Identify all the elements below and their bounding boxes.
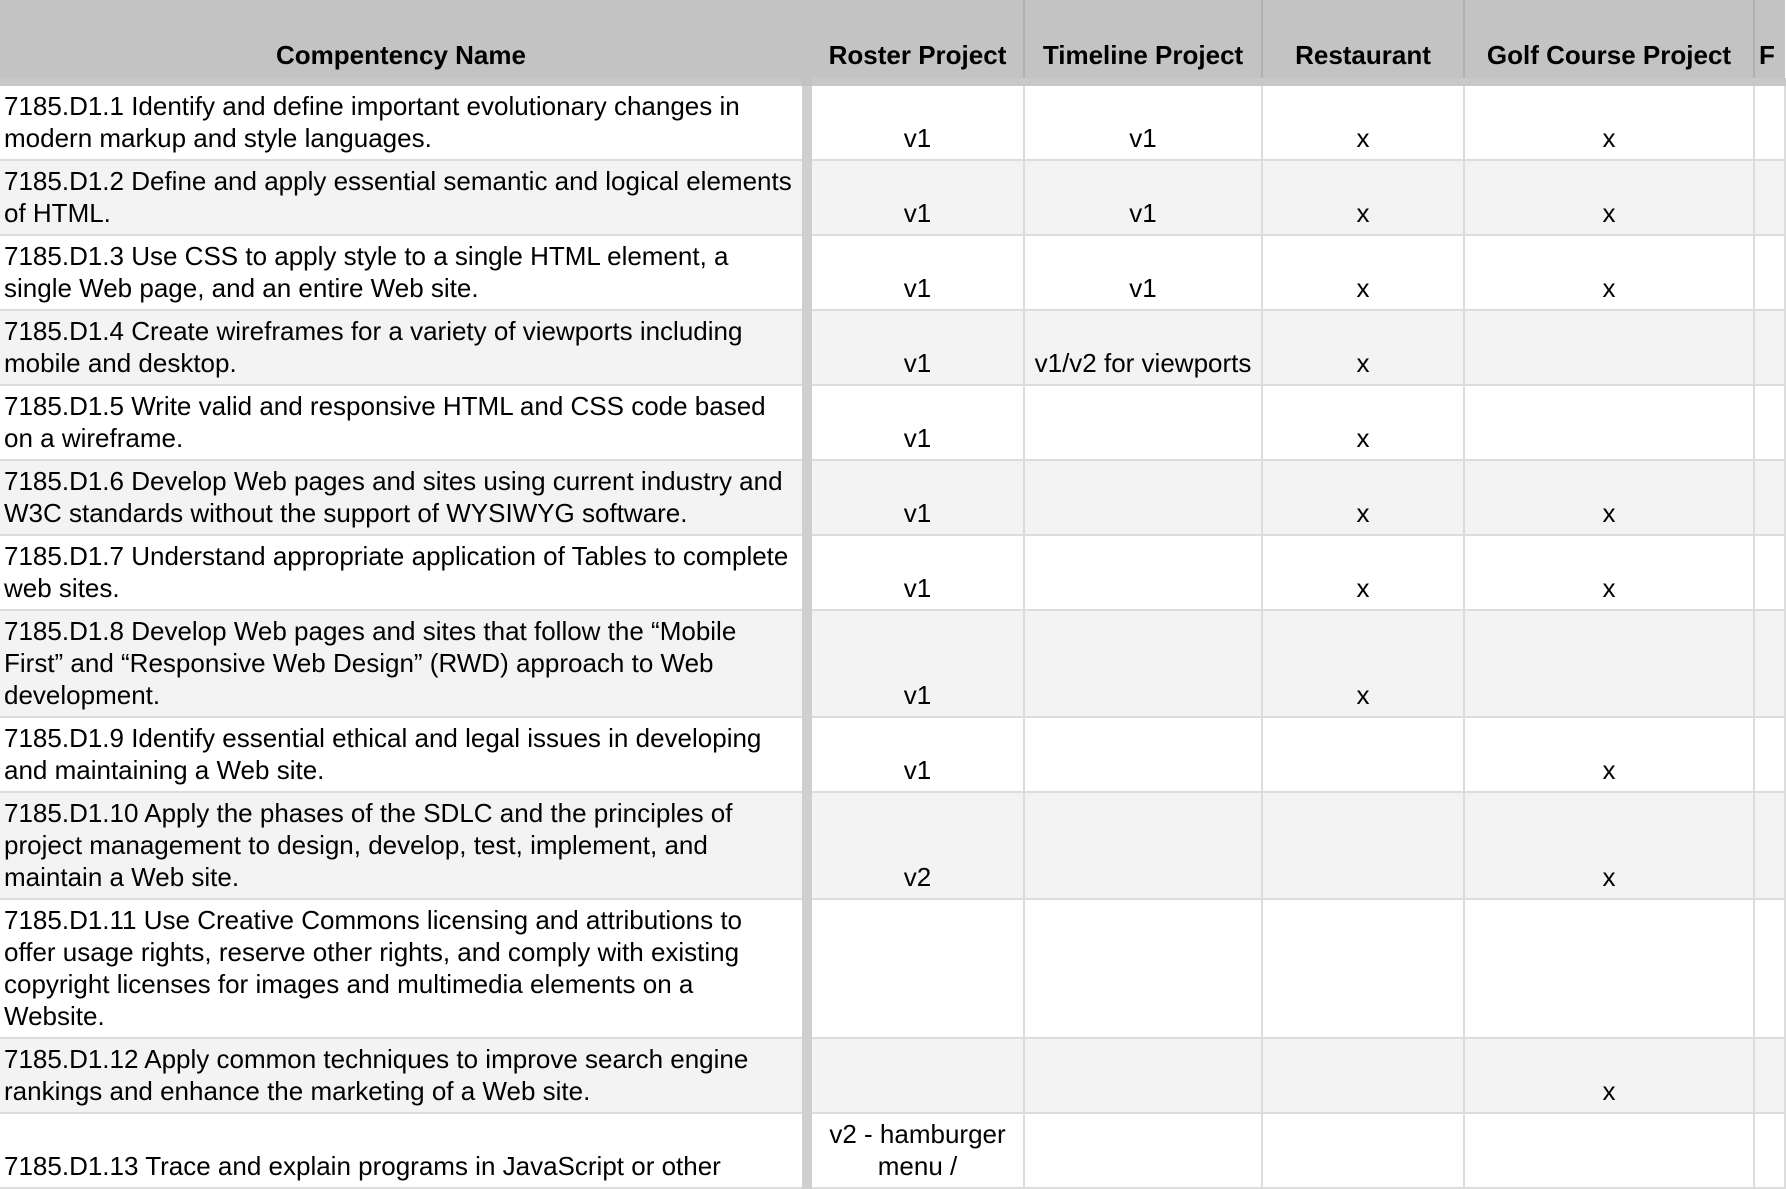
cell-golf[interactable]: [1464, 899, 1754, 1038]
cell-timeline[interactable]: [1024, 899, 1262, 1038]
cell-roster[interactable]: v1: [807, 717, 1024, 792]
cell-next-column[interactable]: [1754, 82, 1785, 160]
cell-restaurant[interactable]: x: [1262, 310, 1464, 385]
column-header-restaurant[interactable]: Restaurant: [1262, 0, 1464, 82]
cell-timeline[interactable]: [1024, 535, 1262, 610]
table-row: [0, 1113, 1785, 1188]
cell-roster[interactable]: v2: [807, 792, 1024, 899]
column-header-competency-name[interactable]: Compentency Name: [0, 0, 807, 82]
cell-restaurant[interactable]: [1262, 899, 1464, 1038]
cell-timeline[interactable]: [1024, 792, 1262, 899]
cell-next-column[interactable]: [1754, 160, 1785, 235]
cell-roster[interactable]: v1: [807, 310, 1024, 385]
cell-golf[interactable]: [1464, 1113, 1754, 1188]
column-header-next[interactable]: F: [1754, 0, 1785, 82]
cell-next-column[interactable]: [1754, 535, 1785, 610]
cell-timeline[interactable]: v1: [1024, 160, 1262, 235]
cell-competency-name[interactable]: 7185.D1.5 Write valid and responsive HTML and CSS code based on a wireframe.: [0, 385, 807, 460]
cell-golf[interactable]: x: [1464, 235, 1754, 310]
cell-roster[interactable]: v1: [807, 235, 1024, 310]
cell-restaurant[interactable]: x: [1262, 235, 1464, 310]
cell-roster[interactable]: v2 - hamburger menu /: [807, 1113, 1024, 1188]
table-row: [0, 1038, 1785, 1113]
column-header-timeline-project[interactable]: Timeline Project: [1024, 0, 1262, 82]
cell-timeline[interactable]: v1/v2 for viewports: [1024, 310, 1262, 385]
cell-competency-name[interactable]: 7185.D1.3 Use CSS to apply style to a single HTML element, a single Web page, and an entire Web site.: [0, 235, 807, 310]
cell-next-column[interactable]: [1754, 1038, 1785, 1113]
cell-golf[interactable]: [1464, 385, 1754, 460]
table-row: [0, 82, 1785, 160]
table-row: [0, 899, 1785, 1038]
cell-restaurant[interactable]: x: [1262, 610, 1464, 717]
cell-restaurant[interactable]: x: [1262, 535, 1464, 610]
cell-next-column[interactable]: [1754, 1113, 1785, 1188]
cell-next-column[interactable]: [1754, 310, 1785, 385]
cell-competency-name[interactable]: 7185.D1.12 Apply common techniques to improve search engine rankings and enhance the marketing of a Web site.: [0, 1038, 807, 1113]
cell-roster[interactable]: [807, 1038, 1024, 1113]
column-header-golf-course-project[interactable]: Golf Course Project: [1464, 0, 1754, 82]
cell-golf[interactable]: x: [1464, 82, 1754, 160]
header-row: [0, 0, 1785, 82]
cell-competency-name[interactable]: 7185.D1.4 Create wireframes for a variety of viewports including mobile and desktop.: [0, 310, 807, 385]
cell-next-column[interactable]: [1754, 460, 1785, 535]
column-header-roster-project[interactable]: Roster Project: [807, 0, 1024, 82]
cell-timeline[interactable]: [1024, 385, 1262, 460]
cell-next-column[interactable]: [1754, 717, 1785, 792]
cell-roster[interactable]: v1: [807, 610, 1024, 717]
cell-golf[interactable]: x: [1464, 460, 1754, 535]
cell-restaurant[interactable]: [1262, 1038, 1464, 1113]
cell-golf[interactable]: x: [1464, 1038, 1754, 1113]
cell-next-column[interactable]: [1754, 235, 1785, 310]
cell-roster[interactable]: v1: [807, 160, 1024, 235]
cell-golf[interactable]: x: [1464, 535, 1754, 610]
cell-timeline[interactable]: [1024, 610, 1262, 717]
cell-next-column[interactable]: [1754, 899, 1785, 1038]
cell-next-column[interactable]: [1754, 792, 1785, 899]
cell-restaurant[interactable]: x: [1262, 82, 1464, 160]
cell-restaurant[interactable]: x: [1262, 460, 1464, 535]
cell-competency-name[interactable]: 7185.D1.8 Develop Web pages and sites that follow the “Mobile First” and “Responsive Web Design” (RWD) approach to Web development.: [0, 610, 807, 717]
cell-timeline[interactable]: [1024, 1113, 1262, 1188]
cell-competency-name[interactable]: 7185.D1.6 Develop Web pages and sites using current industry and W3C standards without the support of WYSIWYG software.: [0, 460, 807, 535]
cell-restaurant[interactable]: x: [1262, 160, 1464, 235]
cell-competency-name[interactable]: 7185.D1.11 Use Creative Commons licensing and attributions to offer usage rights, reserve other rights, and comply with existing copyright licenses for images and multimedia elements on a Website.: [0, 899, 807, 1038]
table-row: [0, 792, 1785, 899]
table-row: [0, 460, 1785, 535]
cell-next-column[interactable]: [1754, 610, 1785, 717]
cell-restaurant[interactable]: [1262, 1113, 1464, 1188]
cell-timeline[interactable]: [1024, 717, 1262, 792]
cell-competency-name[interactable]: 7185.D1.9 Identify essential ethical and legal issues in developing and maintaining a Web site.: [0, 717, 807, 792]
cell-restaurant[interactable]: x: [1262, 385, 1464, 460]
cell-next-column[interactable]: [1754, 385, 1785, 460]
cell-competency-name[interactable]: 7185.D1.13 Trace and explain programs in JavaScript or other: [0, 1113, 807, 1188]
cell-roster[interactable]: v1: [807, 82, 1024, 160]
table-row: [0, 235, 1785, 310]
cell-timeline[interactable]: v1: [1024, 235, 1262, 310]
cell-roster[interactable]: v1: [807, 460, 1024, 535]
cell-golf[interactable]: x: [1464, 792, 1754, 899]
cell-timeline[interactable]: [1024, 460, 1262, 535]
table-row: [0, 160, 1785, 235]
cell-timeline[interactable]: v1: [1024, 82, 1262, 160]
cell-restaurant[interactable]: [1262, 717, 1464, 792]
cell-golf[interactable]: x: [1464, 717, 1754, 792]
cell-roster[interactable]: v1: [807, 385, 1024, 460]
table-row: [0, 385, 1785, 460]
cell-golf[interactable]: [1464, 310, 1754, 385]
cell-competency-name[interactable]: 7185.D1.1 Identify and define important evolutionary changes in modern markup and style languages.: [0, 82, 807, 160]
cell-competency-name[interactable]: 7185.D1.10 Apply the phases of the SDLC and the principles of project management to design, develop, test, implement, and maintain a Web site.: [0, 792, 807, 899]
table-row: [0, 535, 1785, 610]
table-row: [0, 610, 1785, 717]
cell-competency-name[interactable]: 7185.D1.7 Understand appropriate application of Tables to complete web sites.: [0, 535, 807, 610]
cell-roster[interactable]: [807, 899, 1024, 1038]
cell-roster[interactable]: v1: [807, 535, 1024, 610]
cell-competency-name[interactable]: 7185.D1.2 Define and apply essential semantic and logical elements of HTML.: [0, 160, 807, 235]
cell-restaurant[interactable]: [1262, 792, 1464, 899]
cell-timeline[interactable]: [1024, 1038, 1262, 1113]
cell-golf[interactable]: [1464, 610, 1754, 717]
cell-golf[interactable]: x: [1464, 160, 1754, 235]
table-row: [0, 310, 1785, 385]
table-row: [0, 717, 1785, 792]
